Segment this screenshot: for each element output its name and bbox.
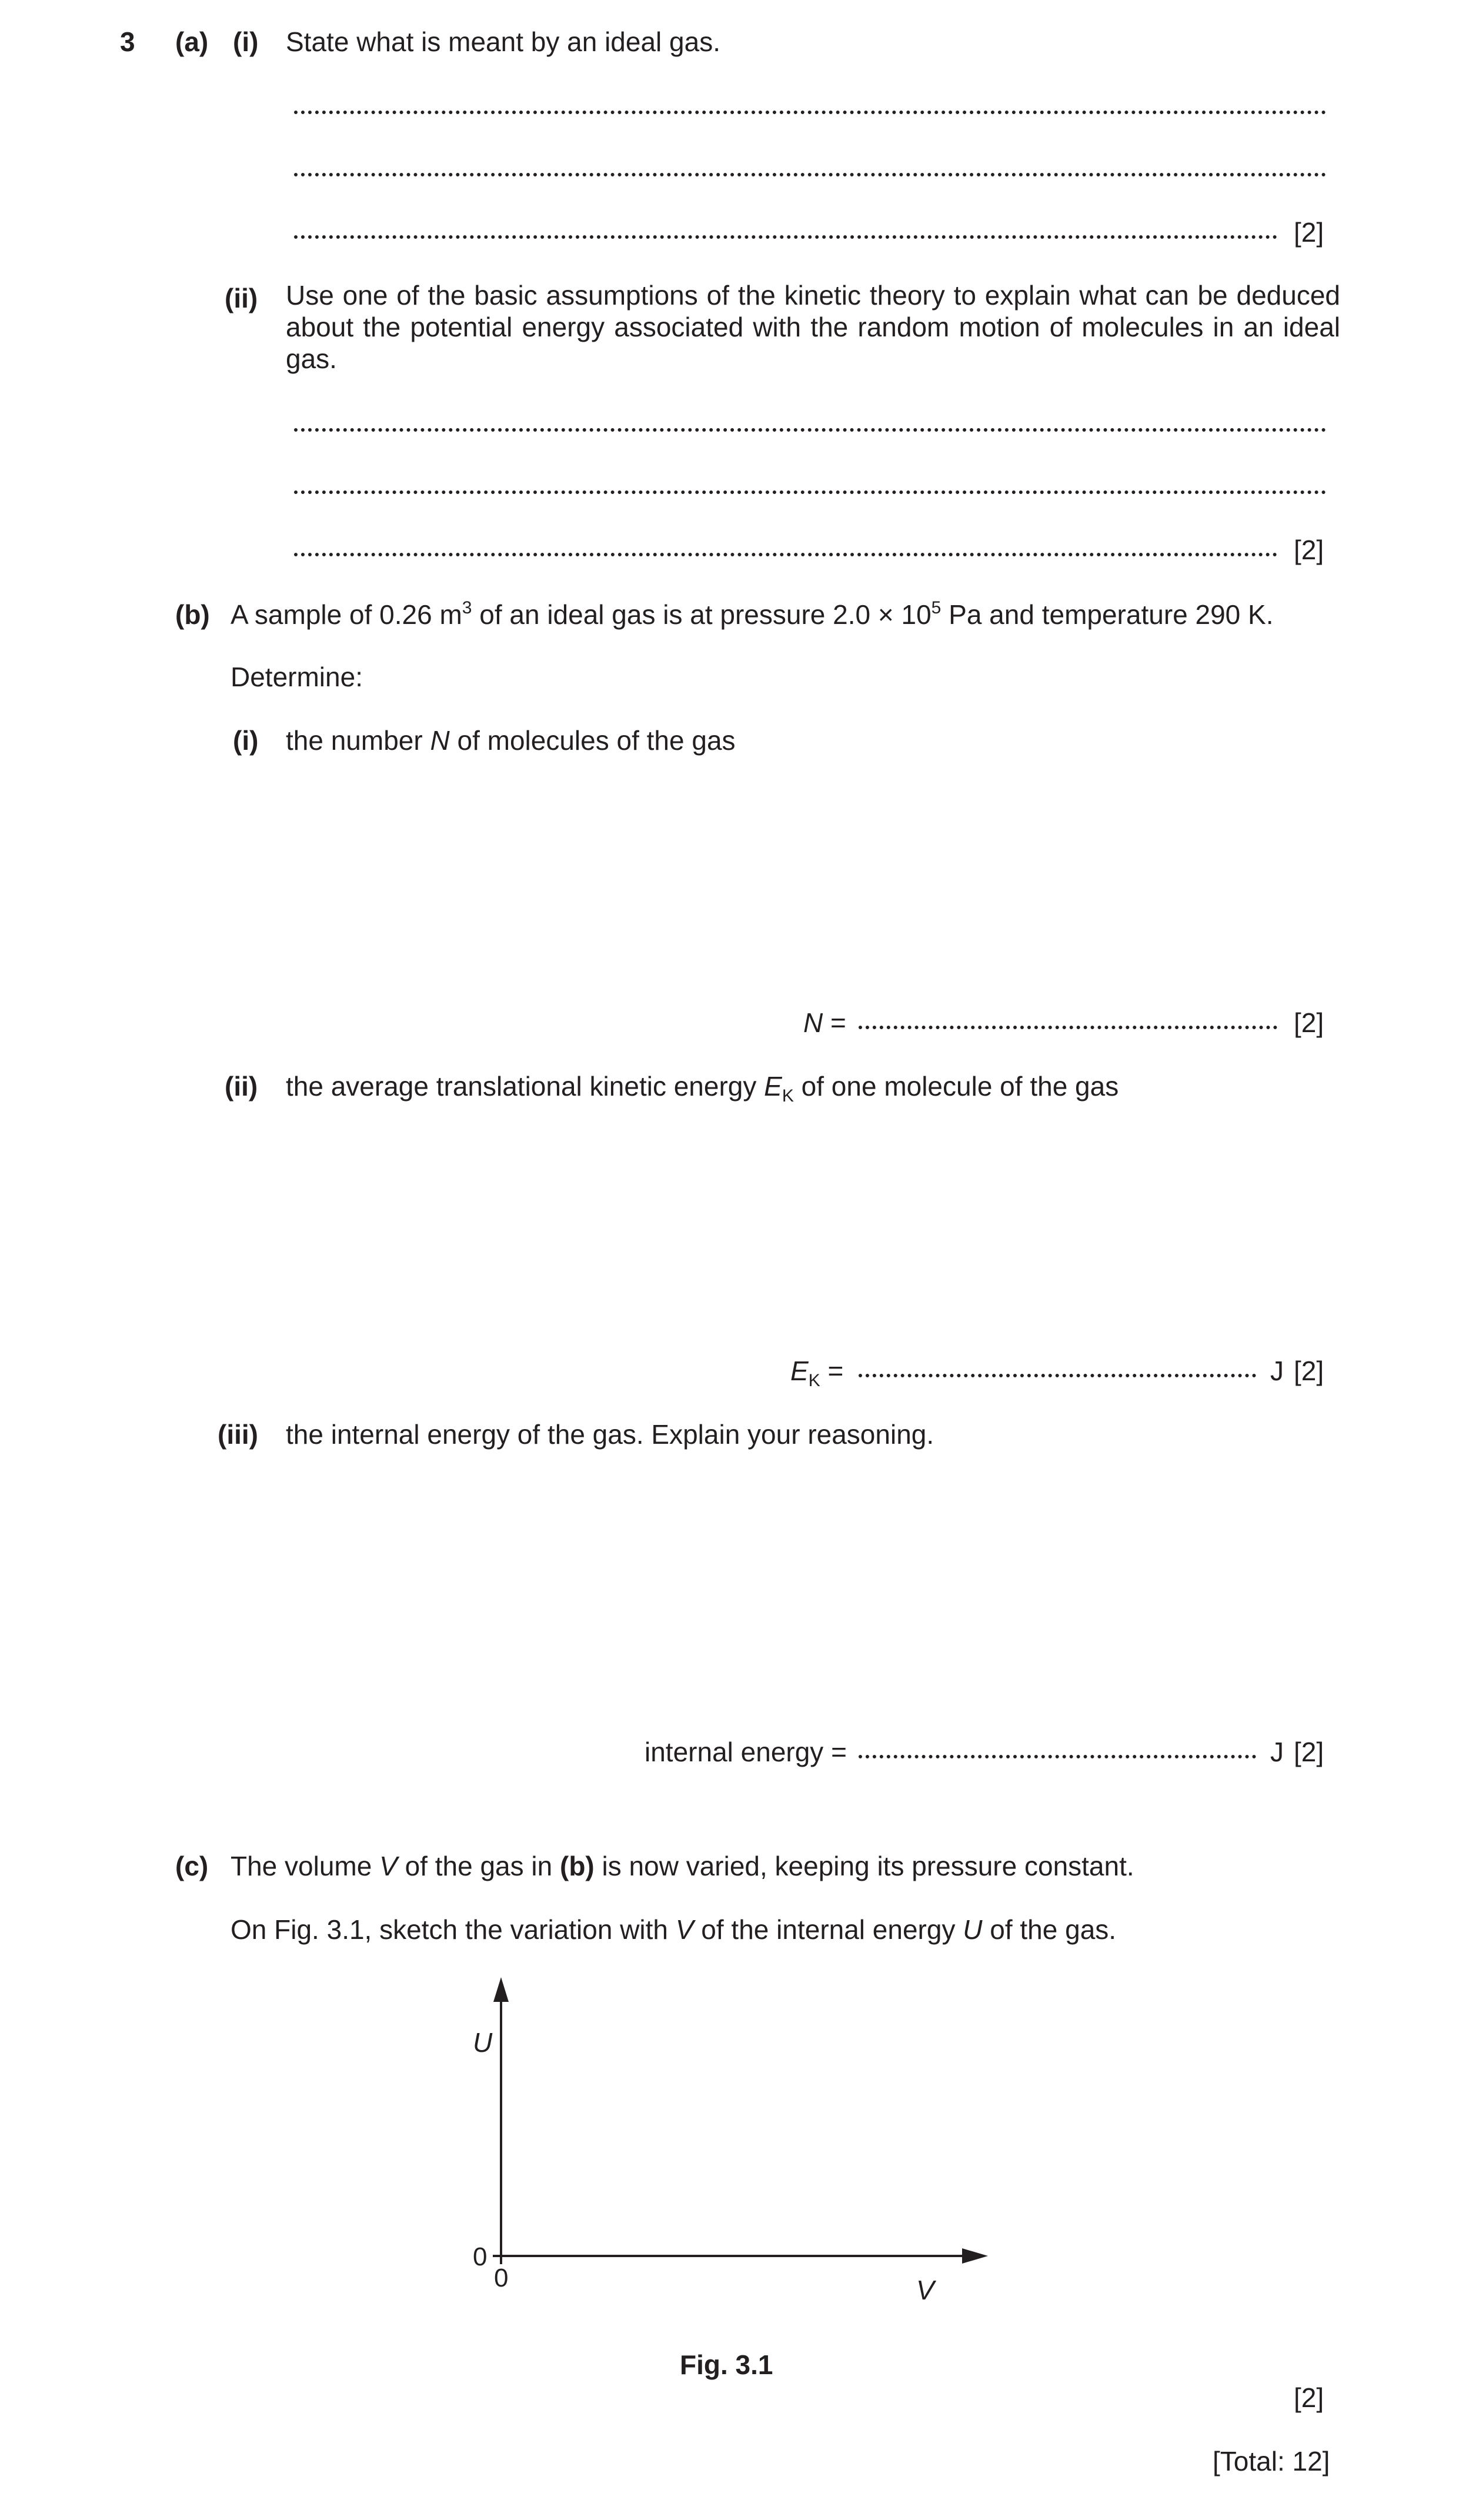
part-b-i-question: the number N of molecules of the gas: [286, 725, 736, 756]
x-axis-label: V: [916, 2275, 934, 2305]
y-axis-label: U: [473, 2027, 493, 2058]
part-b-ii-unit: J: [1270, 1356, 1284, 1386]
part-b-i-marks: [2]: [1294, 1007, 1324, 1038]
x-axis-arrowhead: [962, 2248, 988, 2264]
y-origin-label: 0: [473, 2242, 488, 2271]
part-b-iii-answer-label: internal energy =: [645, 1737, 847, 1767]
part-b-ii-question: the average translational kinetic energy $E_K$ of one molecule of the gas: [286, 1071, 1119, 1106]
part-b-i-answer-label: N =: [803, 1007, 846, 1038]
part-b-iii-question: the internal energy of the gas. Explain your reasoning.: [286, 1419, 934, 1450]
part-b-determine: Determine:: [231, 662, 363, 692]
part-b-stem: A sample of 0.26 $m^3$ of an ideal gas is at pressure $2.0 \times 10^5$ Pa and temperature 290 K.: [231, 598, 1274, 630]
question-number: 3: [120, 26, 135, 57]
part-a-ii-question: Use one of the basic assumptions of the kinetic theory to explain what can be deduced about the potential energy associated with the random motion of molecules in an ideal gas.: [286, 280, 1340, 374]
part-b-iii-marks: [2]: [1294, 1737, 1324, 1767]
part-b-ii-answer-label: $E_K$ =: [790, 1356, 844, 1390]
part-a-i-label: (i): [233, 26, 259, 57]
part-c-label: (c): [175, 1851, 209, 1881]
total-marks: [Total: 12]: [1213, 2446, 1330, 2476]
part-a-label: (a): [175, 26, 209, 57]
part-a-ii-marks: [2]: [1294, 535, 1324, 565]
x-origin-label: 0: [494, 2264, 509, 2292]
part-c-question: The volume V of the gas in (b) is now varied, keeping its pressure constant.: [231, 1851, 1134, 1881]
figure-caption: Fig. 3.1: [680, 2349, 773, 2380]
part-b-iii-label: (iii): [218, 1419, 258, 1450]
part-b-iii-unit: J: [1270, 1737, 1284, 1767]
part-c-instruction: On Fig. 3.1, sketch the variation with V of the internal energy U of the gas.: [231, 1914, 1117, 1945]
part-b-i-label: (i): [233, 725, 259, 756]
part-b-ii-marks: [2]: [1294, 1356, 1324, 1386]
part-a-i-question: State what is meant by an ideal gas.: [286, 26, 720, 57]
part-a-ii-label: (ii): [225, 283, 258, 313]
part-a-i-marks: [2]: [1294, 217, 1324, 248]
part-c-marks: [2]: [1294, 2382, 1324, 2413]
part-b-ii-label: (ii): [225, 1071, 258, 1102]
y-axis-arrowhead: [493, 1977, 509, 2002]
part-b-label: (b): [175, 599, 210, 630]
